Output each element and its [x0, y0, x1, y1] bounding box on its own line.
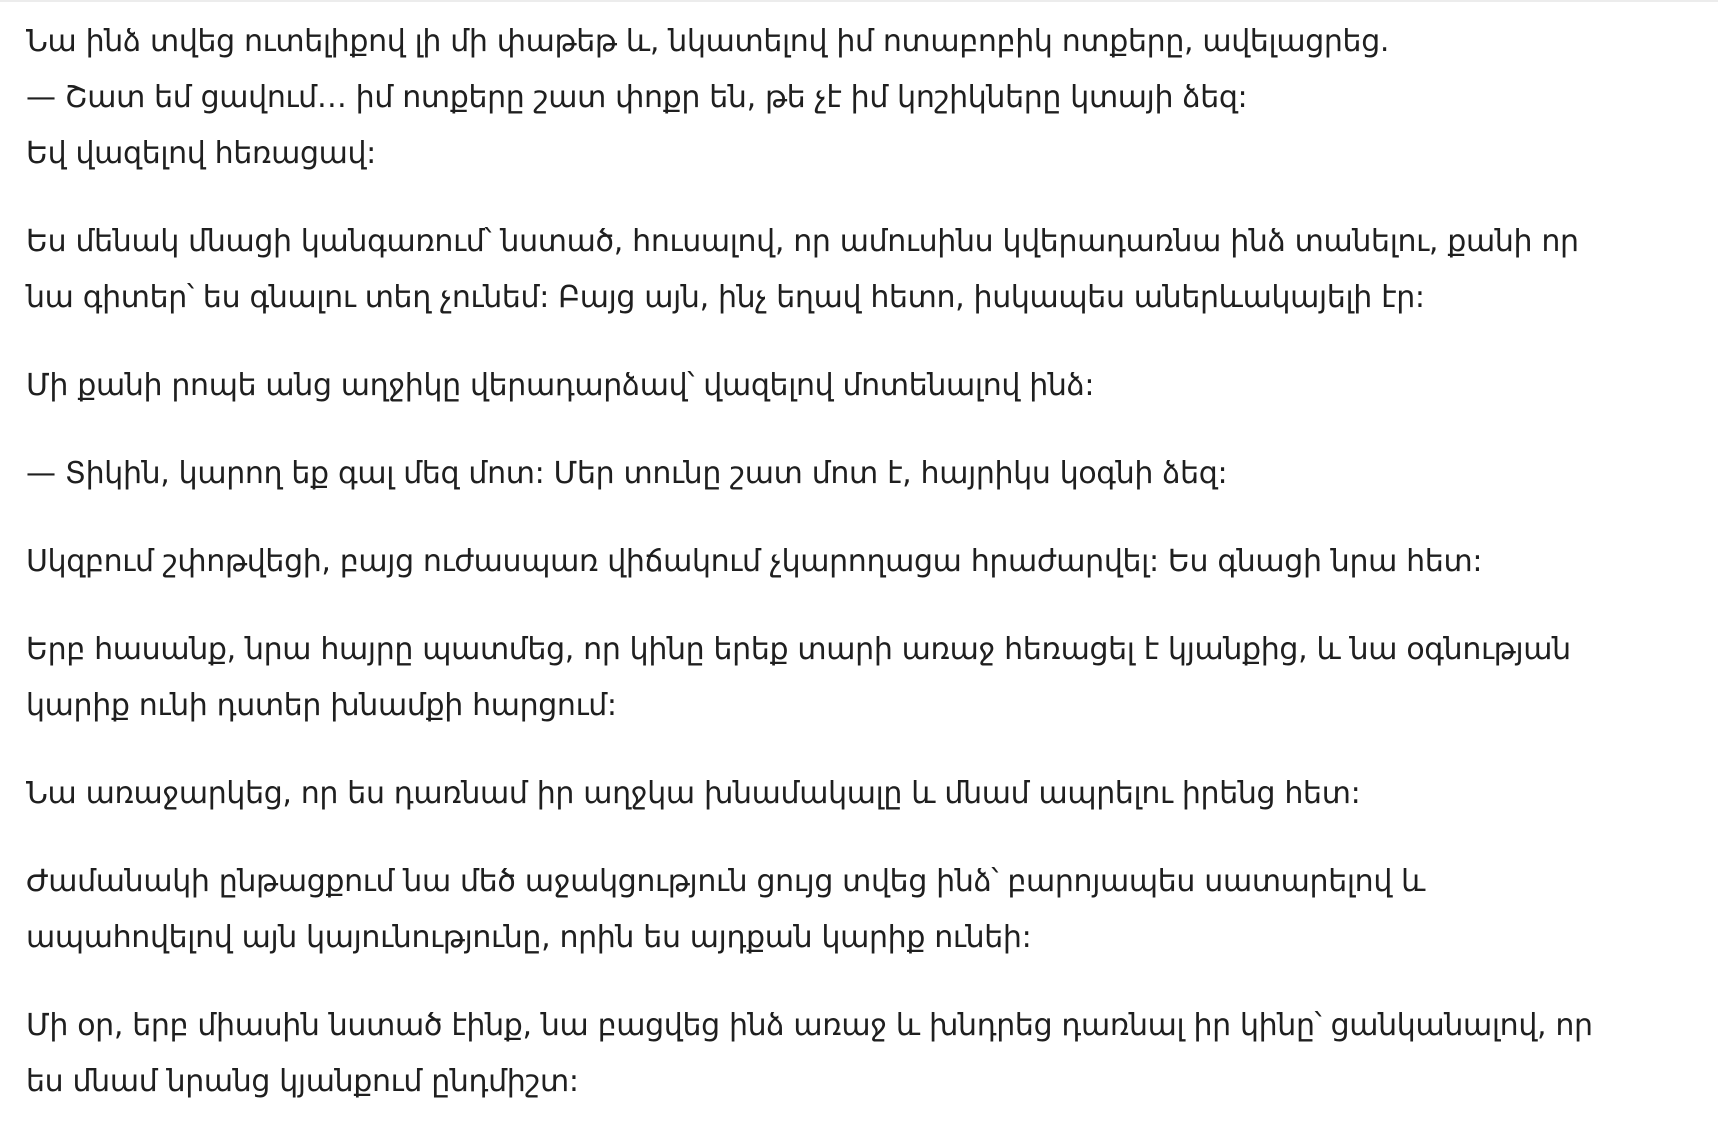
- paragraph-4: — Տիկին, կարող եք գալ մեզ մոտ: Մեր տունը շատ մոտ է, հայրիկս կօգնի ձեզ:: [26, 456, 1228, 491]
- paragraph-8: Ժամանակի ընթացքում նա մեծ աջակցություն ցույց տվեց ինձ՝ բարոյապես սատարելով և ապահովելով այն կայունությունը, որին ես այդքան կարիք ունեի:: [26, 864, 1426, 955]
- paragraph-2: Ես մենակ մնացի կանգառում՝ նստած, հուսալով, որ ամուսինս կվերադառնա ինձ տանելու, քանի որ նա գիտեր՝ ես գնալու տեղ չունեմ: Բայց այն, ինչ եղավ հետո, իսկապես աներևակայելի էր:: [26, 224, 1579, 315]
- paragraph-7: Նա առաջարկեց, որ ես դառնամ իր աղջկա խնամակալը և մնամ ապրելու իրենց հետ:: [26, 776, 1361, 811]
- story-text: [26, 14, 1686, 1142]
- paragraph-3: Մի քանի րոպե անց աղջիկը վերադարձավ՝ վազելով մոտենալով ինձ:: [26, 368, 1095, 403]
- paragraph-1: Նա ինձ տվեց ուտելիքով լի մի փաթեթ և, նկատելով իմ ոտաբոբիկ ոտքերը, ավելացրեց. — Շատ եմ ցավում… իմ ոտքերը շատ փոքր են, թե չէ իմ կոշիկները կտայի ձեզ: Եվ վազելով հեռացավ:: [26, 24, 1390, 171]
- top-divider: [0, 0, 1718, 2]
- paragraph-5: Սկզբում շփոթվեցի, բայց ուժասպառ վիճակում չկարողացա հրաժարվել: Ես գնացի նրա հետ:: [26, 544, 1483, 579]
- paragraph-9: Մի օր, երբ միասին նստած էինք, նա բացվեց ինձ առաջ և խնդրեց դառնալ իր կինը՝ ցանկանալով, որ ես մնամ նրանց կյանքում ընդմիշտ:: [26, 1008, 1593, 1099]
- paragraph-6: Երբ հասանք, նրա հայրը պատմեց, որ կինը երեք տարի առաջ հեռացել է կյանքից, և նա օգնության կարիք ունի դստեր խնամքի հարցում:: [26, 632, 1571, 723]
